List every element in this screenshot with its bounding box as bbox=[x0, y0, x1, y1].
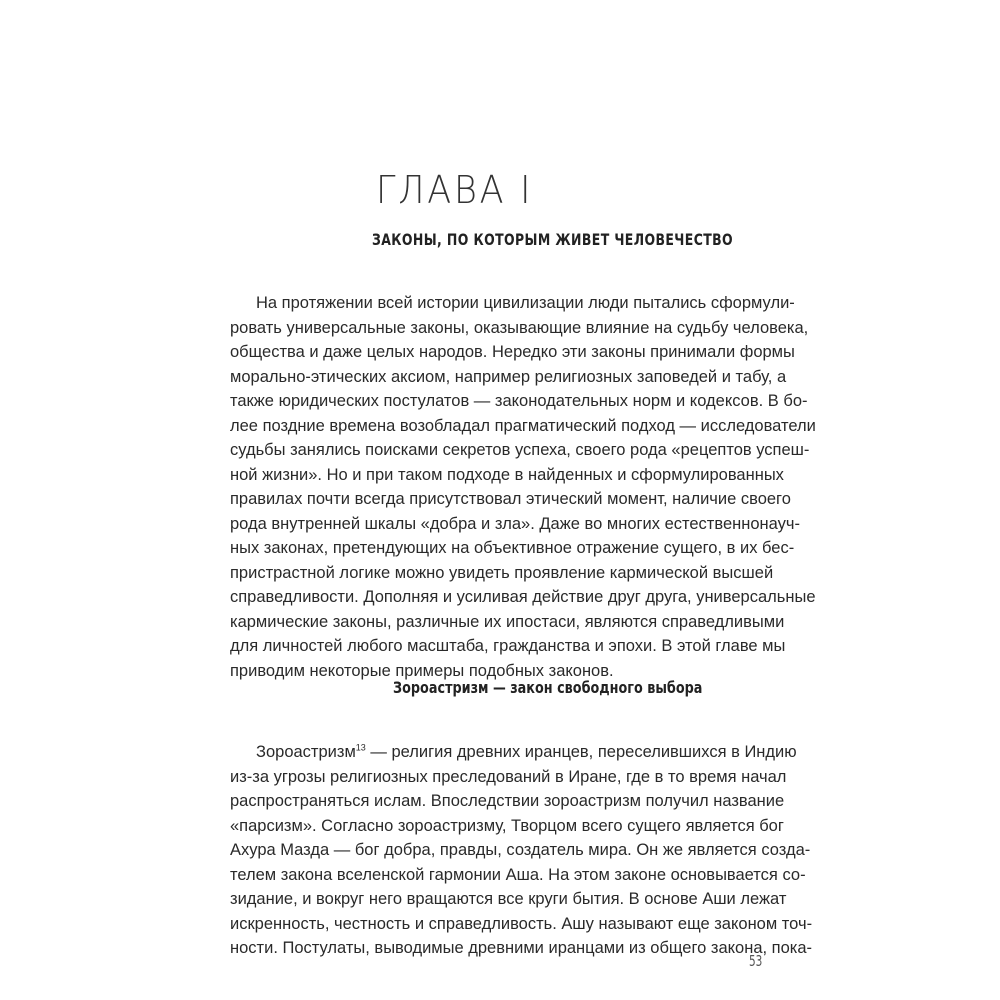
text-line: «парсизм». Согласно зороастризму, Творцом всего сущего является бог bbox=[230, 816, 784, 835]
text-line: зидание, и вокруг него вращаются все круги бытия. В основе Аши лежат bbox=[230, 890, 787, 908]
text-line: лее поздние времена возобладал прагматический подход — исследователи bbox=[230, 416, 816, 435]
text-line: справедливости. Дополняя и усиливая действие друг друга, универсальные bbox=[230, 588, 816, 606]
term: Зороастризм bbox=[256, 743, 356, 761]
text-line bbox=[230, 740, 797, 765]
text-line: телем закона вселенской гармонии Аша. На этом законе основывается со- bbox=[230, 865, 806, 884]
text-span: — религия древних иранцев, переселившихся в Индию bbox=[365, 743, 797, 761]
chapter-subtitle: ЗАКОНЫ, ПО КОТОРЫМ ЖИВЕТ ЧЕЛОВЕЧЕСТВО bbox=[372, 230, 734, 249]
text-line: из-за угрозы религиозных преследований в Иране, где в то время начал bbox=[230, 767, 787, 786]
chapter-title: ГЛАВА I bbox=[376, 168, 534, 212]
text-line: ности. Постулаты, выводимые древними иранцами из общего закона, пока- bbox=[230, 939, 813, 957]
text-line: кармические законы, различные их ипостаси, являются справедливыми bbox=[230, 612, 785, 631]
text-line: общества и даже целых народов. Нередко эти законы принимали формы bbox=[230, 343, 795, 361]
text-line: рода внутренней шкалы «добра и зла». Даже во многих естественнонауч- bbox=[230, 514, 800, 533]
text-line: распространяться ислам. Впоследствии зороастризм получил название bbox=[230, 792, 785, 810]
section-title: Зороастризм — закон свободного выбора bbox=[393, 678, 703, 697]
text-line: ровать универсальные законы, оказывающие влияние на судьбу человека, bbox=[230, 318, 809, 337]
page-number: 53 bbox=[749, 952, 763, 970]
text-line: также юридических постулатов — законодательных норм и кодексов. В бо- bbox=[230, 392, 808, 410]
paragraph-intro bbox=[230, 291, 816, 683]
text-line: ной жизни». Но и при таком подходе в найденных и сформулированных bbox=[230, 465, 784, 484]
text-line: морально-этических аксиом, например религиозных заповедей и табу, а bbox=[230, 367, 787, 386]
text-line: Ахура Мазда — бог добра, правды, создатель мира. Он же является созда- bbox=[230, 841, 811, 859]
text-line: судьбы занялись поисками секретов успеха, своего рода «рецептов успеш- bbox=[230, 441, 810, 459]
text-line: правилах почти всегда присутствовал этический момент, наличие своего bbox=[230, 490, 791, 508]
text-line: приводим некоторые примеры подобных законов. bbox=[230, 661, 614, 680]
text-line: ных законах, претендующих на объективное отражение сущего, в их бес- bbox=[230, 539, 795, 557]
paragraph-zoroastrianism bbox=[230, 740, 813, 961]
text-line: пристрастной логике можно увидеть проявление кармической высшей bbox=[230, 563, 774, 582]
text-line: На протяжении всей истории цивилизации люди пытались сформули- bbox=[256, 294, 795, 312]
footnote-ref[interactable]: 13 bbox=[355, 742, 366, 753]
text-line: для личностей любого масштаба, гражданства и эпохи. В этой главе мы bbox=[230, 637, 786, 655]
text-line: искренность, честность и справедливость. Ашу называют еще законом точ- bbox=[230, 914, 813, 933]
